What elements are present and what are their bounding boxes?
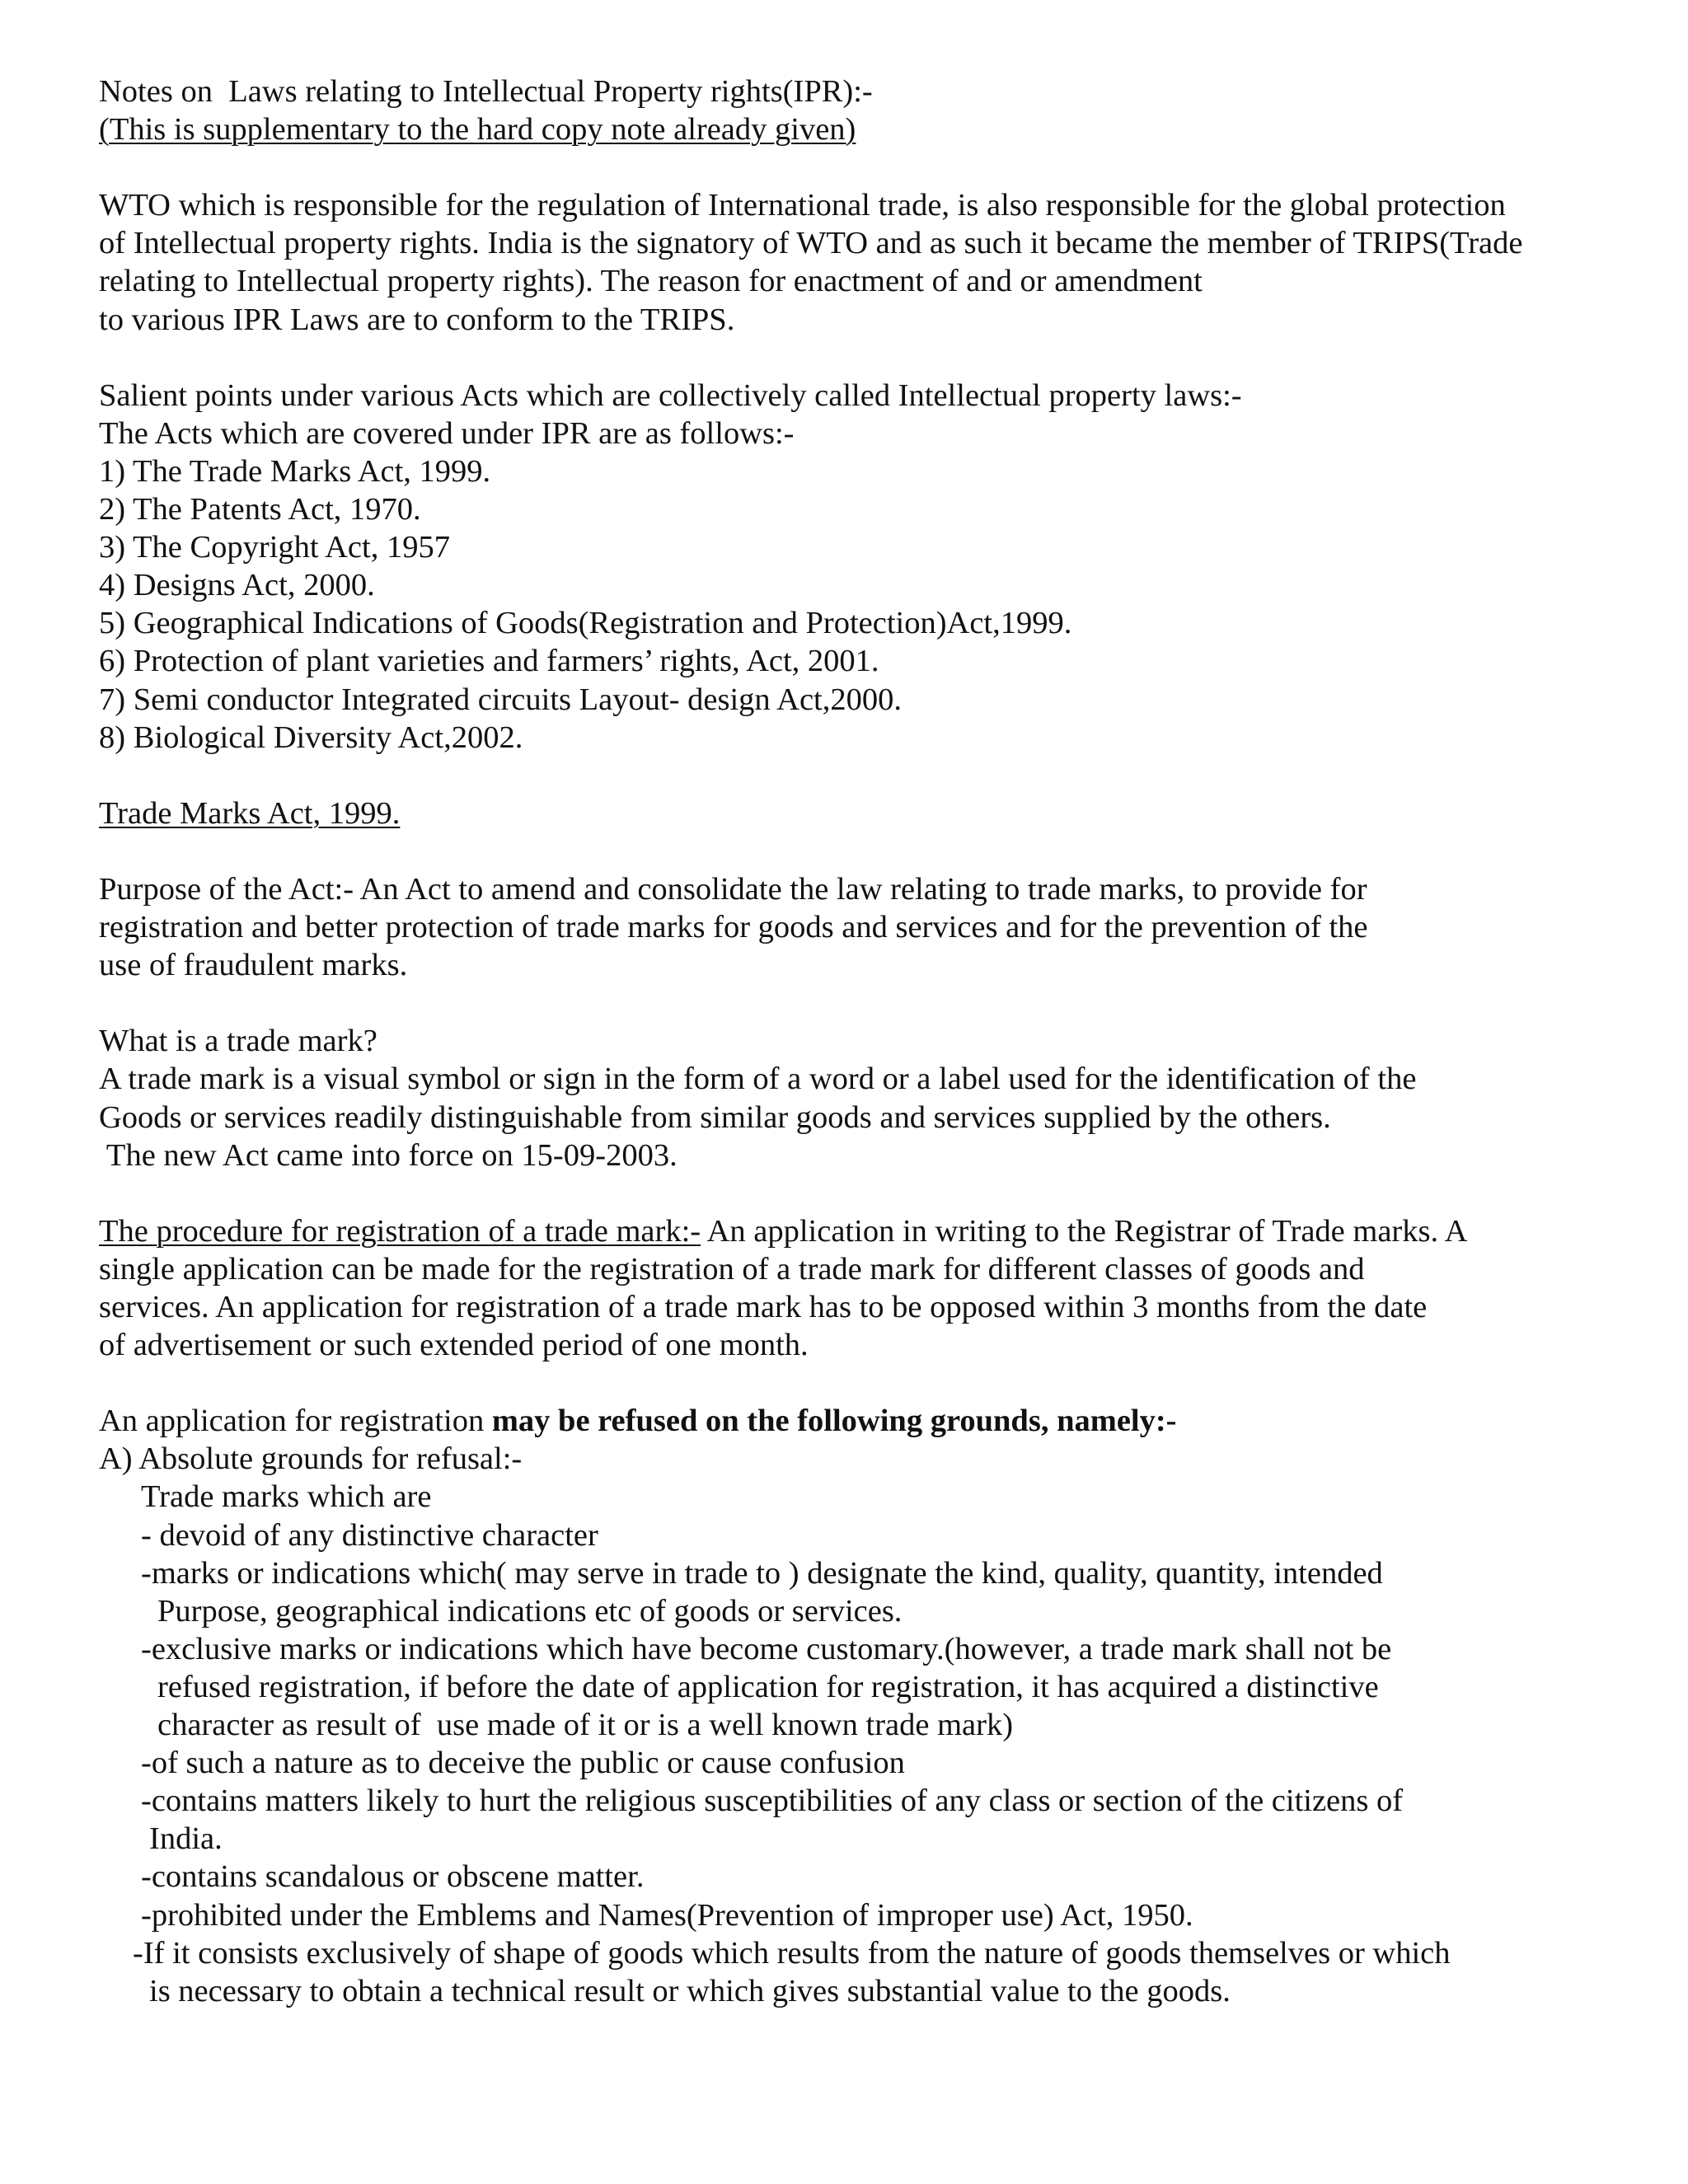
document-body — [99, 73, 1624, 2010]
definition-paragraph — [99, 1022, 1624, 1174]
refusal-item-continuation: refused registration, if before the date of application for registration, it has acquired a distinctive — [157, 1669, 1379, 1704]
refusal-item: -exclusive marks or indications which have become customary.(however, a trade mark shall not be — [141, 1631, 1392, 1666]
refusal-lead: An application for registration — [99, 1404, 492, 1439]
act-list-item: 2) The Patents Act, 1970. — [99, 492, 421, 527]
refusal-item: -of such a nature as to deceive the public or cause confusion — [141, 1746, 905, 1781]
refusal-item-continuation: is necessary to obtain a technical result or which gives substantial value to the goods. — [149, 1973, 1231, 2008]
purpose-line: use of fraudulent marks. — [99, 948, 408, 983]
intro-line: WTO which is responsible for the regulation of International trade, is also responsible for the global protection — [99, 188, 1506, 223]
procedure-line: single application can be made for the registration of a trade mark for different classes of goods and — [99, 1251, 1365, 1286]
purpose-line: Purpose of the Act:- An Act to amend and consolidate the law relating to trade marks, to provide for — [99, 871, 1367, 907]
act-list-item: 7) Semi conductor Integrated circuits Layout- design Act,2000. — [99, 682, 903, 717]
acts-lead: The Acts which are covered under IPR are as follows:- — [99, 415, 795, 451]
document-title: Notes on Laws relating to Intellectual Property rights(IPR):- — [99, 74, 873, 109]
refusal-item: -contains matters likely to hurt the religious susceptibilities of any class or section of the citizens of — [141, 1783, 1404, 1819]
purpose-line: registration and better protection of trade marks for goods and services and for the prevention of the — [99, 910, 1368, 945]
refusal-item: -contains scandalous or obscene matter. — [141, 1859, 645, 1895]
purpose-paragraph — [99, 870, 1624, 984]
refusal-item-continuation: India. — [149, 1821, 223, 1857]
procedure-line: An application in writing to the Registrar of Trade marks. A — [701, 1213, 1468, 1249]
procedure-heading: The procedure for registration of a trade mark:- — [99, 1213, 701, 1249]
procedure-line: services. An application for registration of a trade mark has to be opposed within 3 months from the date — [99, 1290, 1428, 1324]
intro-line: to various IPR Laws are to conform to the TRIPS. — [99, 302, 735, 337]
refusal-item: -marks or indications which( may serve in trade to ) designate the kind, quality, quantity, intended — [141, 1555, 1383, 1591]
refusal-item: -If it consists exclusively of shape of goods which results from the nature of goods themselves or which — [133, 1935, 1451, 1971]
definition-line: Goods or services readily distinguishable from similar goods and services supplied by the others. — [99, 1099, 1331, 1135]
refusal-item: -prohibited under the Emblems and Names(Prevention of improper use) Act, 1950. — [141, 1897, 1193, 1933]
acts-lead: Salient points under various Acts which are collectively called Intellectual property laws:- — [99, 377, 1242, 413]
definition-line: The new Act came into force on 15-09-2003. — [99, 1137, 678, 1173]
section-heading-trade-marks: Trade Marks Act, 1999. — [99, 795, 401, 831]
refusal-item-continuation: Purpose, geographical indications etc of goods or services. — [157, 1593, 903, 1629]
act-list-item: 6) Protection of plant varieties and farmers’ rights, Act, 2001. — [99, 644, 879, 679]
act-list-item: 3) The Copyright Act, 1957 — [99, 530, 450, 565]
definition-line: A trade mark is a visual symbol or sign in the form of a word or a label used for the identification of the — [99, 1062, 1417, 1097]
intro-line: relating to Intellectual property rights). The reason for enactment of and or amendment — [99, 264, 1203, 299]
procedure-line: of advertisement or such extended period of one month. — [99, 1328, 809, 1363]
intro-line: of Intellectual property rights. India is the signatory of WTO and as such it became the member of TRIPS(Trade — [99, 226, 1523, 261]
refusal-item-continuation: character as result of use made of it or is a well known trade mark) — [157, 1708, 1014, 1743]
refusal-section — [99, 1402, 1624, 2010]
intro-paragraph — [99, 186, 1624, 338]
act-list-item: 5) Geographical Indications of Goods(Registration and Protection)Act,1999. — [99, 606, 1072, 641]
document-subtitle: (This is supplementary to the hard copy note already given) — [99, 112, 856, 148]
act-list-item: 8) Biological Diversity Act,2002. — [99, 719, 523, 755]
refusal-item: - devoid of any distinctive character — [141, 1517, 598, 1553]
act-list-item: 1) The Trade Marks Act, 1999. — [99, 453, 491, 489]
definition-question: What is a trade mark? — [99, 1024, 377, 1059]
act-list-item: 4) Designs Act, 2000. — [99, 568, 375, 603]
absolute-grounds-heading: A) Absolute grounds for refusal:- — [99, 1441, 523, 1477]
refusal-lead-bold: may be refused on the following grounds, namely:- — [491, 1404, 1177, 1439]
refusal-intro: Trade marks which are — [141, 1479, 432, 1515]
acts-section — [99, 377, 1624, 757]
procedure-paragraph — [99, 1212, 1624, 1364]
